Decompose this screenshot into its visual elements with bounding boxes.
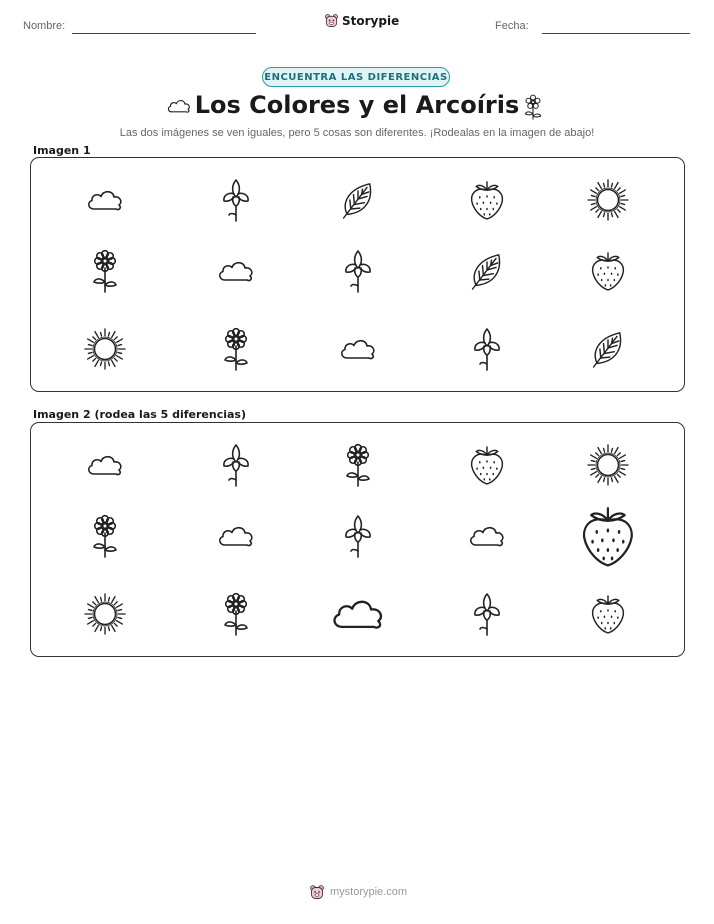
sun-icon[interactable]	[587, 444, 629, 486]
sunflower-icon[interactable]	[343, 442, 373, 488]
strawberry-icon	[590, 249, 626, 293]
sun-icon	[84, 328, 126, 370]
footer-url: mystorypie.com	[330, 886, 408, 898]
date-field-line[interactable]	[542, 33, 690, 34]
name-field-line[interactable]	[72, 33, 256, 34]
sunflower-icon[interactable]	[221, 591, 251, 637]
cloud-icon[interactable]	[329, 595, 387, 633]
brand-logo	[324, 13, 399, 28]
leaf-icon	[590, 328, 626, 370]
sunflower-icon	[90, 248, 120, 294]
bear-logo-icon	[324, 13, 339, 28]
worksheet-title: Los Colores y el Arcoíris	[194, 91, 520, 119]
strawberry-icon[interactable]	[590, 592, 626, 636]
sunflower-icon	[221, 326, 251, 372]
cloud-icon	[216, 258, 256, 284]
bear-logo-icon	[309, 884, 325, 900]
iris-flower-icon[interactable]	[341, 513, 375, 559]
footer	[309, 884, 407, 900]
image-2-label: Imagen 2 (rodea las 5 diferencias)	[33, 408, 247, 421]
date-label: Fecha:	[495, 20, 529, 32]
image-1-label: Imagen 1	[33, 144, 91, 157]
leaf-icon	[340, 179, 376, 221]
sun-icon[interactable]	[84, 593, 126, 635]
cloud-icon	[85, 187, 125, 213]
iris-flower-icon	[470, 326, 504, 372]
instructions: Las dos imágenes se ven iguales, pero 5 cosas son diferentes. ¡Rodealas en la imagen de abajo!	[119, 127, 595, 139]
strawberry-icon	[469, 178, 505, 222]
name-label: Nombre:	[23, 20, 66, 32]
iris-flower-icon[interactable]	[470, 591, 504, 637]
cloud-icon	[338, 336, 378, 362]
iris-flower-icon	[341, 248, 375, 294]
image-1-panel	[30, 157, 685, 392]
sunflower-icon	[522, 93, 544, 125]
brand-name: Storypie	[342, 13, 400, 28]
cloud-icon[interactable]	[216, 523, 256, 549]
iris-flower-icon[interactable]	[219, 442, 253, 488]
sunflower-icon[interactable]	[90, 513, 120, 559]
image-2-panel[interactable]	[30, 422, 685, 657]
cloud-icon[interactable]	[467, 523, 507, 549]
sun-icon	[587, 179, 629, 221]
strawberry-icon[interactable]	[580, 502, 636, 570]
strawberry-icon[interactable]	[469, 443, 505, 487]
iris-flower-icon	[219, 177, 253, 223]
leaf-icon	[469, 250, 505, 292]
activity-badge: ENCUENTRA LAS DIFERENCIAS	[262, 67, 450, 87]
cloud-icon[interactable]	[85, 452, 125, 478]
